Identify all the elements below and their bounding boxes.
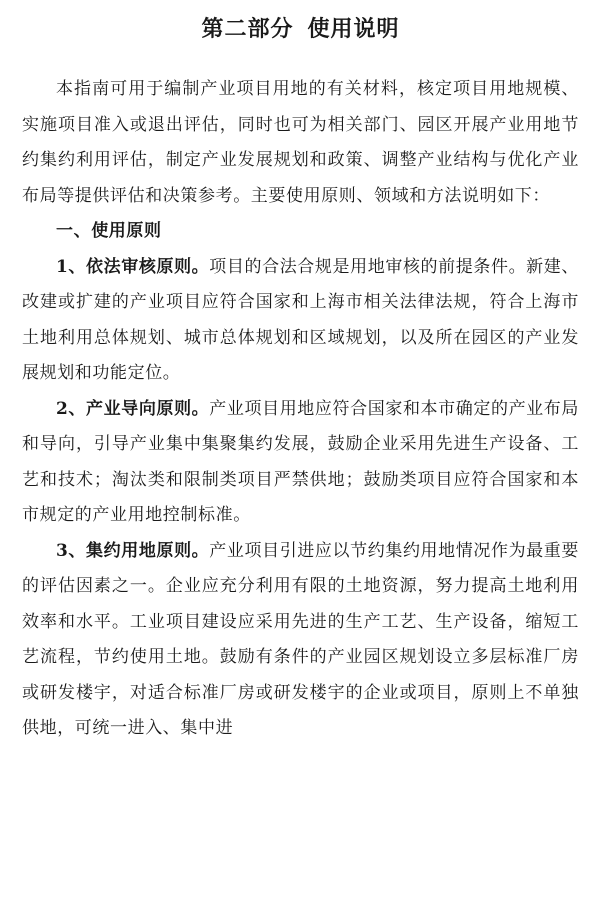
principle-1-lead: 1、依法审核原则。	[56, 256, 210, 277]
principle-3-body: 产业项目引进应以节约集约用地情况作为最重要的评估因素之一。企业应充分利用有限的土地资源，努力提高土地利用效率和水平。工业项目建设应采用先进的生产工艺、生产设备，缩短工艺流程，节约使用土地。鼓励有条件的产业园区规划设立多层标准厂房或研发楼宇，对适合标准厂房或研发楼宇的企业或项目，原则上不单独供地，可统一进入、集中进	[22, 540, 579, 738]
title-part: 第二部分	[201, 16, 294, 42]
section-heading: 一、使用原则	[56, 221, 162, 241]
principle-paragraph-3	[22, 534, 579, 747]
principle-2-body: 产业项目用地应符合国家和本市确定的产业布局和导向，引导产业集中集聚集约发展，鼓励企业采用先进生产设备、工艺和技术；淘汰类和限制类项目严禁供地；鼓励类项目应符合国家和本市规定的产业用地控制标准。	[22, 398, 579, 525]
title-name: 使用说明	[307, 16, 400, 42]
principle-paragraph-2	[22, 392, 579, 534]
principle-3-lead: 3、集约用地原则。	[56, 540, 210, 561]
principle-paragraph-1	[22, 250, 579, 392]
principle-2-lead: 2、产业导向原则。	[56, 398, 210, 419]
page-title	[22, 14, 579, 44]
principle-1-body: 项目的合法合规是用地审核的前提条件。新建、改建或扩建的产业项目应符合国家和上海市相关法律法规，符合上海市土地利用总体规划、城市总体规划和区域规划，以及所在园区的产业发展规划和功能定位。	[22, 256, 579, 383]
intro-paragraph: 本指南可用于编制产业项目用地的有关材料，核定项目用地规模、实施项目准入或退出评估，同时也可为相关部门、园区开展产业用地节约集约利用评估，制定产业发展规划和政策、调整产业结构与优化产业布局等提供评估和决策参考。主要使用原则、领域和方法说明如下：	[22, 79, 579, 206]
